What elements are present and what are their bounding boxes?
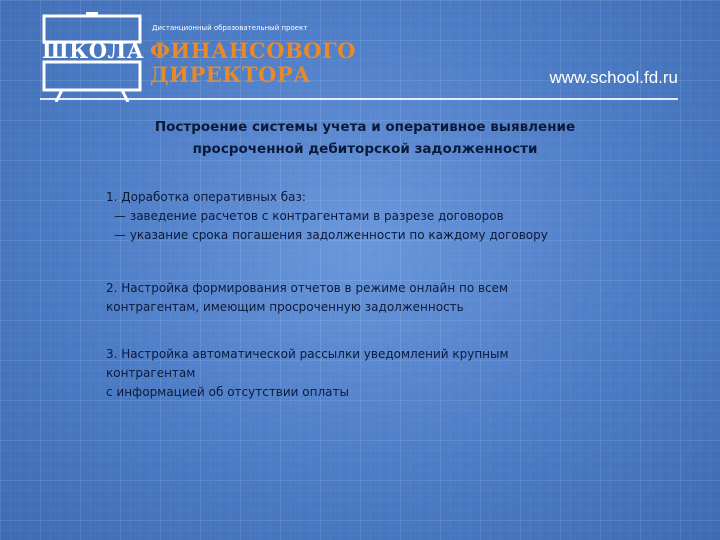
item-3-line-3: с информацией об отсутствии оплаты bbox=[106, 385, 349, 399]
item-3 bbox=[106, 345, 686, 402]
brand-word-school: ШКОЛА bbox=[42, 38, 145, 63]
brand-word-financial: ФИНАНСОВОГО bbox=[150, 38, 356, 63]
header-divider bbox=[40, 98, 678, 100]
item-1-sub-1: — заведение расчетов с контрагентами в разрезе договоров bbox=[114, 209, 504, 223]
item-1 bbox=[106, 188, 686, 245]
brand-word-director: ДИРЕКТОРА bbox=[150, 62, 311, 87]
item-2-line-1: 2. Настройка формирования отчетов в режиме онлайн по всем bbox=[106, 281, 509, 295]
item-3-line-2: контрагентам bbox=[106, 366, 196, 380]
item-1-heading: 1. Доработка оперативных баз: bbox=[106, 190, 306, 204]
project-tagline: Дистанционный образовательный проект bbox=[152, 24, 308, 32]
item-3-line-1: 3. Настройка автоматической рассылки уведомлений крупным bbox=[106, 347, 509, 361]
item-1-sub-2: — указание срока погашения задолженности по каждому договору bbox=[114, 228, 548, 242]
item-2-line-2: контрагентам, имеющим просроченную задолженность bbox=[106, 300, 464, 314]
title-line-2: просроченной дебиторской задолженности bbox=[192, 141, 538, 157]
item-2 bbox=[106, 279, 686, 317]
site-url: www.school.fd.ru bbox=[549, 68, 678, 87]
slide-title bbox=[100, 116, 630, 160]
title-line-1: Построение системы учета и оперативное выявление bbox=[154, 119, 576, 135]
